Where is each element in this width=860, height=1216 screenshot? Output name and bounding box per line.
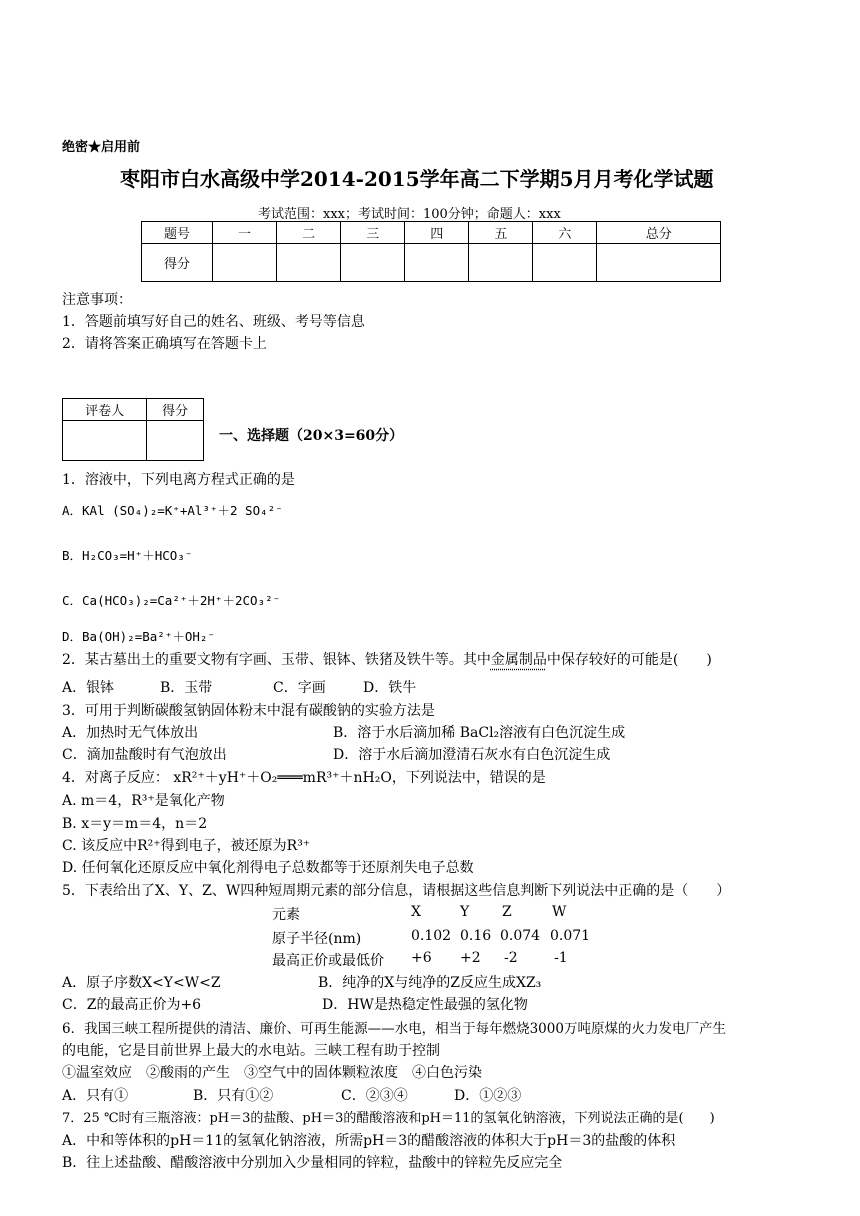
q2-stem-post: 中保存较好的可能是( ) xyxy=(546,652,712,668)
q2-stem-emphasis: 金属制品 xyxy=(490,652,547,668)
q5-table-cell: -1 xyxy=(554,950,568,966)
q2-option-d: D．铁牛 xyxy=(363,680,417,696)
score-cell[interactable] xyxy=(597,244,721,282)
q5-table-cell: -2 xyxy=(504,950,518,966)
score-table xyxy=(141,221,721,282)
q2-option-a: A．银钵 xyxy=(62,680,115,696)
grader-table xyxy=(62,398,204,461)
q2-option-c: C．字画 xyxy=(273,680,326,696)
q5-table-cell: 原子半径(nm) xyxy=(272,931,362,947)
section-title: 一、选择题（20×3=60分） xyxy=(219,428,404,444)
q5-table-header: Z xyxy=(502,904,512,920)
score-cell[interactable] xyxy=(533,244,597,282)
q3-stem: 3．可用于判断碳酸氢钠固体粉末中混有碳酸钠的实验方法是 xyxy=(62,703,435,719)
q2-stem xyxy=(62,649,712,669)
exam-info: 考试范围：xxx；考试时间：100分钟；命题人：xxx xyxy=(258,207,561,222)
q5-option-b: B．纯净的X与纯净的Z反应生成XZ₃ xyxy=(318,975,542,991)
q5-table-cell: +2 xyxy=(460,950,481,966)
score-col-1: 一 xyxy=(213,222,277,244)
grader-cell[interactable] xyxy=(63,421,147,461)
notes-title: 注意事项： xyxy=(62,292,132,308)
score-col-5: 五 xyxy=(469,222,533,244)
score-cell[interactable] xyxy=(213,244,277,282)
grader-score-cell[interactable] xyxy=(147,421,204,461)
score-col-4: 四 xyxy=(405,222,469,244)
q1-option-b: B．H₂CO₃=H⁺＋HCO₃⁻ xyxy=(62,548,193,563)
q2-option-b: B．玉带 xyxy=(160,680,213,696)
q5-option-c: C．Z的最高正价为+6 xyxy=(62,997,202,1013)
q4-option-d: D. 任何氧化还原反应中氧化剂得电子总数都等于还原剂失电子总数 xyxy=(62,860,474,876)
note-item: 1．答题前填写好自己的姓名、班级、考号等信息 xyxy=(62,314,365,330)
q1-option-c: C．Ca(HCO₃)₂=Ca²⁺＋2H⁺＋2CO₃²⁻ xyxy=(62,593,281,608)
score-table-header: 题号 xyxy=(142,222,213,244)
q4-option-a: A. m＝4，R³⁺是氧化产物 xyxy=(62,793,225,809)
q3-option-d: D．溶于水后滴加澄清石灰水有白色沉淀生成 xyxy=(333,747,611,763)
q3-option-c: C．滴加盐酸时有气泡放出 xyxy=(62,747,227,763)
q5-table-cell: 0.071 xyxy=(550,928,591,944)
q1-stem: 1．溶液中，下列电离方程式正确的是 xyxy=(62,472,295,488)
q5-table-header: X xyxy=(411,904,421,920)
score-cell[interactable] xyxy=(277,244,341,282)
q4-option-b: B. x＝y＝m＝4，n＝2 xyxy=(62,816,208,832)
score-col-6: 六 xyxy=(533,222,597,244)
q2-stem-pre: 2．某古墓出土的重要文物有字画、玉带、银钵、铁猪及铁牛等。其中 xyxy=(62,652,491,668)
q3-option-b: B．溶于水后滴加稀 BaCl₂溶液有白色沉淀生成 xyxy=(333,725,626,741)
q5-table-header: Y xyxy=(460,904,470,920)
q5-table-cell: 0.102 xyxy=(411,928,452,944)
q4-option-c: C. 该反应中R²⁺得到电子，被还原为R³⁺ xyxy=(62,838,311,854)
q5-option-a: A．原子序数X<Y<W<Z xyxy=(62,975,221,991)
q7-option-a: A．中和等体积的pH＝11的氢氧化钠溶液，所需pH＝3的醋酸溶液的体积大于pH＝3的盐酸的体积 xyxy=(62,1133,676,1149)
grader-score-label: 得分 xyxy=(147,399,204,421)
q6-line1: 6．我国三峡工程所提供的清洁、廉价、可再生能源——水电，相当于每年燃烧3000万吨原煤的火力发电厂产生 xyxy=(62,1021,726,1037)
q4-stem: 4．对离子反应： xR²⁺＋yH⁺＋O₂═══mR³⁺＋nH₂O，下列说法中，错误的是 xyxy=(62,770,546,786)
q6-items: ①温室效应 ②酸雨的产生 ③空气中的固体颗粒浓度 ④白色污染 xyxy=(62,1065,482,1081)
score-col-2: 二 xyxy=(277,222,341,244)
score-cell[interactable] xyxy=(405,244,469,282)
q6-line2: 的电能，它是目前世界上最大的水电站。三峡工程有助于控制 xyxy=(62,1043,440,1059)
q6-option-d: D．①②③ xyxy=(454,1088,522,1104)
q1-option-d: D．Ba(OH)₂=Ba²⁺＋OH₂⁻ xyxy=(62,629,215,644)
q3-option-a: A．加热时无气体放出 xyxy=(62,725,199,741)
note-item: 2．请将答案正确填写在答题卡上 xyxy=(62,336,267,352)
q6-option-b: B．只有①② xyxy=(193,1088,274,1104)
score-row-label: 得分 xyxy=(142,244,213,282)
score-cell[interactable] xyxy=(469,244,533,282)
q5-stem: 5．下表给出了X、Y、Z、W四种短周期元素的部分信息，请根据这些信息判断下列说法中正确的是（ ） xyxy=(62,883,731,899)
grader-label: 评卷人 xyxy=(63,399,147,421)
score-col-3: 三 xyxy=(341,222,405,244)
q7-option-b: B．往上述盐酸、醋酸溶液中分别加入少量相同的锌粒，盐酸中的锌粒先反应完全 xyxy=(62,1155,563,1171)
score-cell[interactable] xyxy=(341,244,405,282)
q6-option-c: C．②③④ xyxy=(341,1088,408,1104)
q5-option-d: D．HW是热稳定性最强的氢化物 xyxy=(322,997,528,1013)
q7-stem: 7．25 ℃时有三瓶溶液：pH＝3的盐酸、pH＝3的醋酸溶液和pH＝11的氢氧化钠溶液，下列说法正确的是( ) xyxy=(62,1111,715,1126)
q5-table-cell: 0.16 xyxy=(460,928,492,944)
q5-table-cell: 最高正价或最低价 xyxy=(272,953,384,969)
q5-table-cell: +6 xyxy=(411,950,432,966)
page-title: 枣阳市白水高级中学2014-2015学年高二下学期5月月考化学试题 xyxy=(120,167,714,191)
q1-option-a: A．KAl (SO₄)₂=K⁺+Al³⁺＋2 SO₄²⁻ xyxy=(62,503,283,518)
q5-table-cell: 0.074 xyxy=(500,928,541,944)
q5-table-header: 元素 xyxy=(272,907,300,923)
q5-table-header: W xyxy=(552,904,567,920)
score-col-total: 总分 xyxy=(597,222,721,244)
secret-label: 绝密★启用前 xyxy=(62,140,141,155)
q6-option-a: A．只有① xyxy=(62,1088,129,1104)
